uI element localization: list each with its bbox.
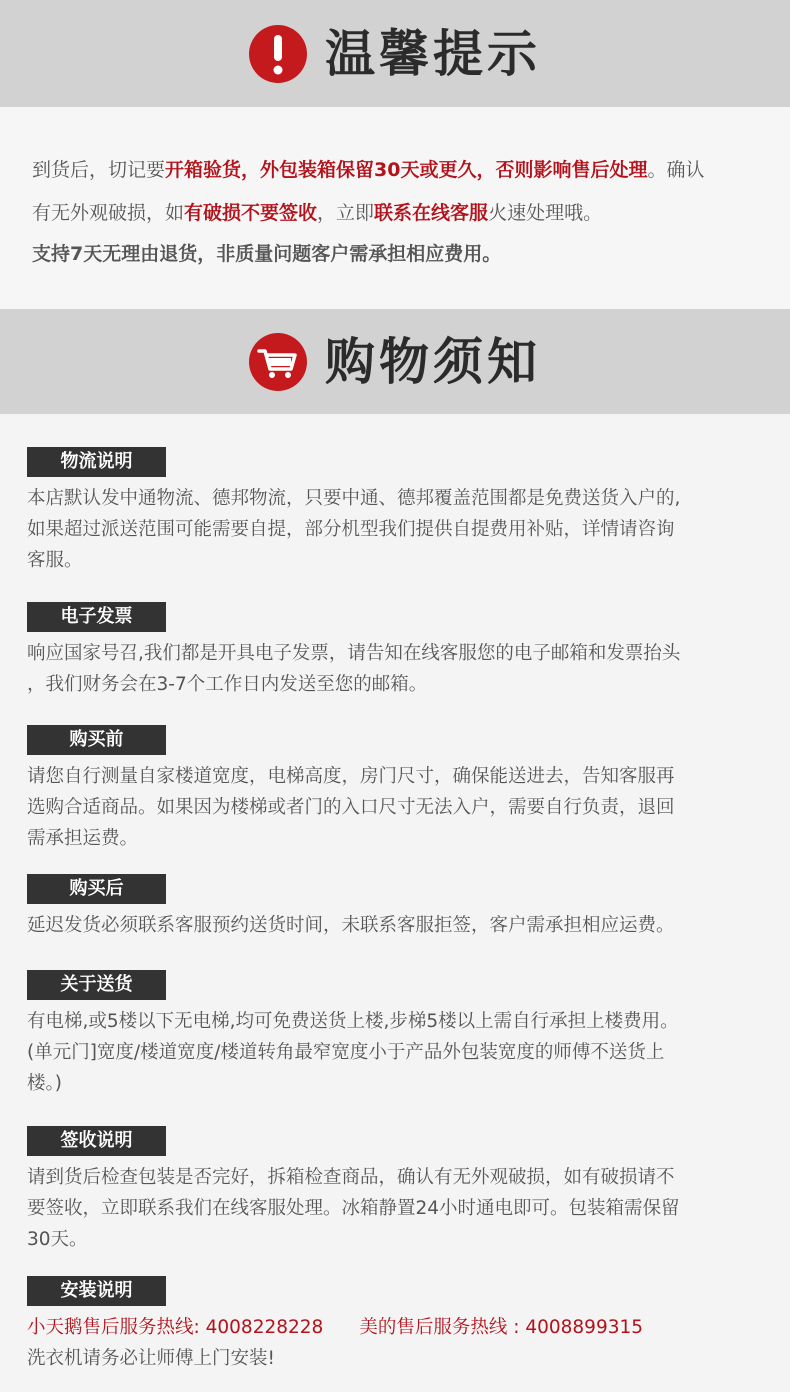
little-swan-hotline: 小天鹅售后服务热线: 4008228228	[27, 1317, 324, 1338]
section-label: 购买前	[27, 725, 166, 755]
section-body: 响应国家号召,我们都是开具电子发票，请告知在线客服您的电子邮箱和发票抬头 ，我们财务会在3-7个工作日内发送至您的邮箱。	[27, 643, 681, 695]
section-installation	[27, 1276, 767, 1374]
section-invoice	[27, 602, 767, 700]
section-body: 延迟发货必须联系客服预约送货时间，未联系客服拒签，客户需承担相应运费。	[27, 915, 675, 936]
section-body: 本店默认发中通物流、德邦物流，只要中通、德邦覆盖范围都是免费送货入户的, 如果超过派送范围可能需要自提，部分机型我们提供自提费用补贴，详情请咨询 客服。	[27, 488, 681, 571]
section-label: 购买后	[27, 874, 166, 904]
notice-line-2: 有无外观破损，如有破损不要签收，立即联系在线客服火速处理哦。	[32, 202, 603, 224]
notice-line-3: 支持7天无理由退货，非质量问题客户需承担相应费用。	[32, 243, 502, 265]
section-label: 安装说明	[27, 1276, 166, 1306]
notice-box	[0, 107, 790, 309]
notice-line-1: 到货后，切记要开箱验货，外包装箱保留30天或更久，否则影响售后处理。确认	[32, 159, 705, 181]
section-before-purchase	[27, 725, 767, 854]
section-label: 签收说明	[27, 1126, 166, 1156]
section-body: 请到货后检查包装是否完好，拆箱检查商品，确认有无外观破损，如有破损请不 要签收，立即联系我们在线客服处理。冰箱静置24小时通电即可。包装箱需保留 30天。	[27, 1167, 680, 1250]
section-body: 有电梯,或5楼以下无电梯,均可免费送货上楼,步梯5楼以上需自行承担上楼费用。 (单元门]宽度/楼道宽度/楼道转角最窄宽度小于产品外包装宽度的师傅不送货上 楼。)	[27, 1011, 679, 1094]
warm-tips-banner	[0, 0, 790, 107]
shopping-notes-title: 购物须知	[325, 332, 541, 391]
section-body: 请您自行测量自家楼道宽度，电梯高度，房门尺寸，确保能送进去，告知客服再 选购合适商品。如果因为楼梯或者门的入口尺寸无法入户，需要自行负责，退回 需承担运费。	[27, 766, 675, 849]
section-label: 物流说明	[27, 447, 166, 477]
section-label: 电子发票	[27, 602, 166, 632]
hotline-row	[27, 1312, 767, 1343]
midea-hotline: 美的售后服务热线 : 4008899315	[359, 1317, 644, 1338]
section-body: 小天鹅售后服务热线: 4008228228 美的售后服务热线 : 4008899315 洗衣机请务必让师傅上门安装!	[27, 1312, 767, 1374]
shopping-notes-banner	[0, 309, 790, 414]
section-logistics	[27, 447, 767, 576]
section-label: 关于送货	[27, 970, 166, 1000]
section-after-purchase	[27, 874, 767, 941]
section-delivery	[27, 970, 767, 1099]
shopping-cart-icon	[249, 333, 307, 391]
exclamation-icon	[249, 25, 307, 83]
warm-tips-title: 温馨提示	[325, 24, 541, 83]
section-signing	[27, 1126, 767, 1255]
